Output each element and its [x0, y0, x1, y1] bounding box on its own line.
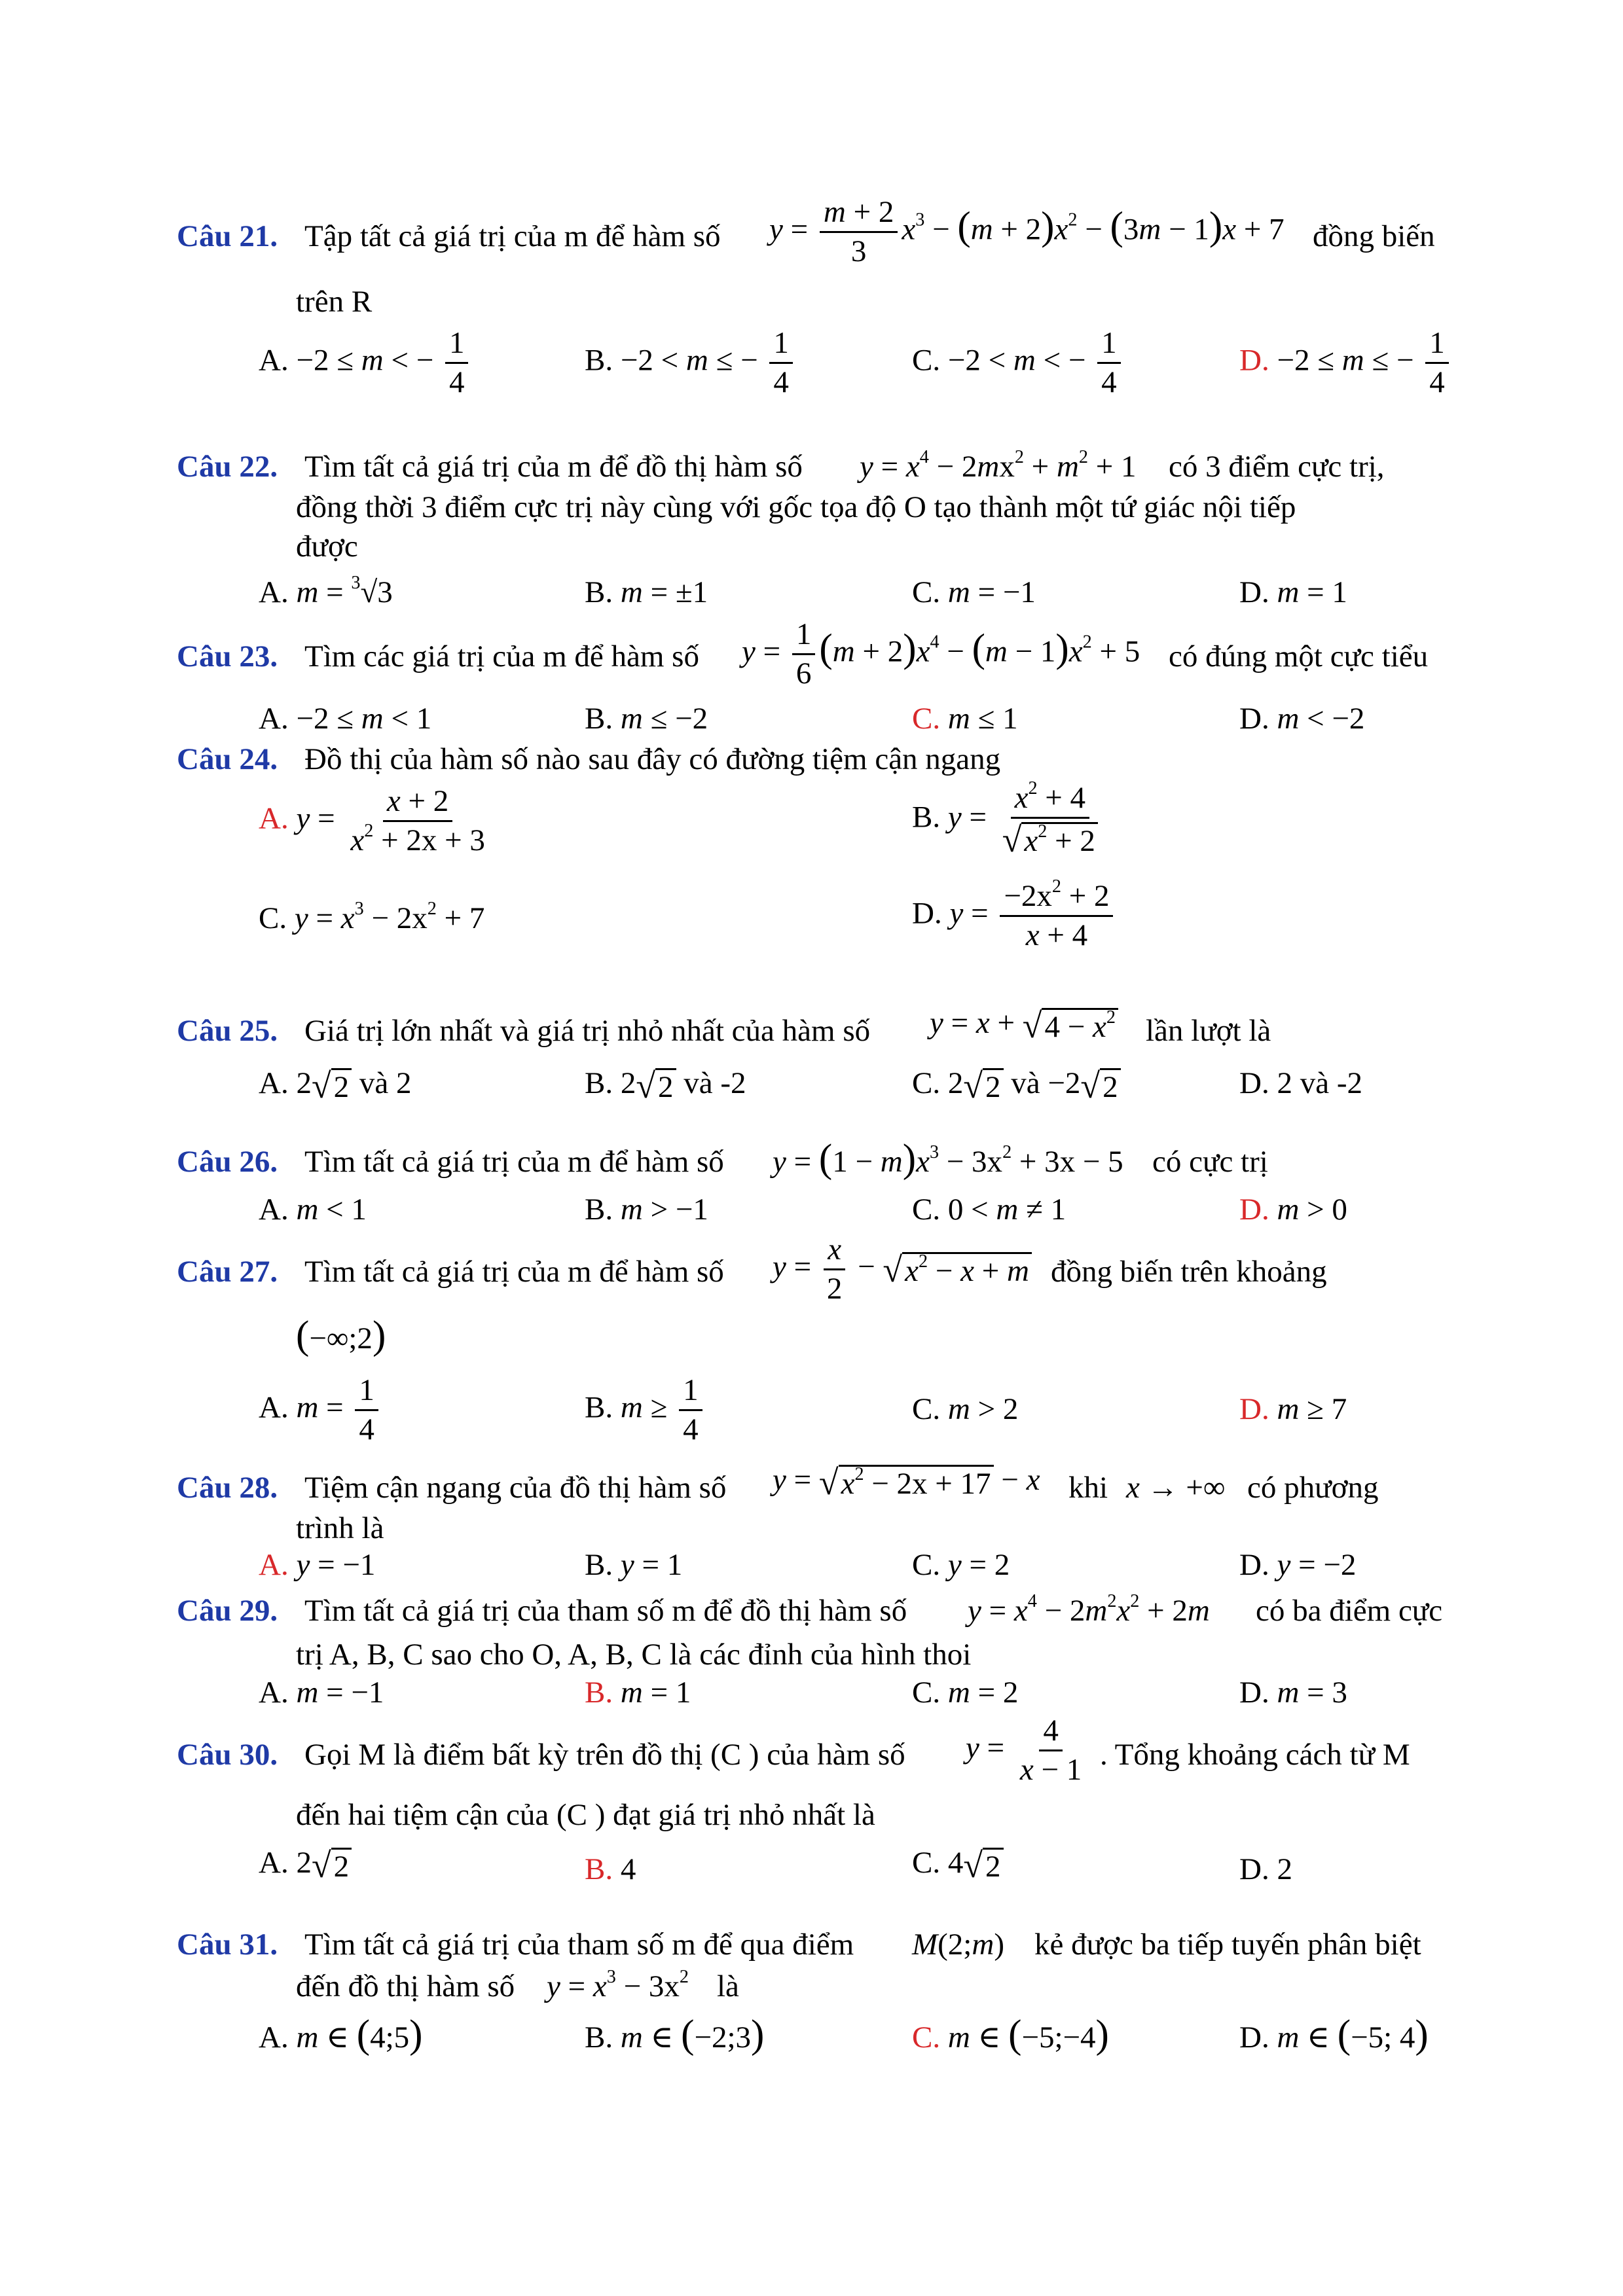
option-letter: B. [585, 1676, 613, 1710]
option-letter: D. [1239, 1676, 1269, 1710]
option-letter: D. [1239, 343, 1269, 378]
question-30-label: Câu 30. [177, 1738, 278, 1772]
question-22-text: Tìm tất cả giá trị của m để đồ thị hàm số [304, 450, 803, 484]
question-30-option-c[interactable]: C. 4 √ 2 [912, 1848, 1004, 1883]
option-letter: A. [259, 702, 289, 736]
option-letter: C. [912, 1066, 941, 1100]
question-25-formula: y = x + √ $4 - x^2$ [930, 1008, 1118, 1043]
option-letter: B. [585, 1852, 613, 1886]
question-22-tail: có 3 điểm cực trị, [1169, 450, 1385, 484]
question-26-option-a[interactable]: A. m < 1 [259, 1193, 367, 1227]
question-31-point: M(2;m) [912, 1928, 1004, 1962]
option-letter: B. [585, 1390, 613, 1425]
question-22-line2: đồng thời 3 điểm cực trị này cùng với gốc tọa độ O tạo thành một tứ giác nội tiếp [296, 490, 1296, 524]
question-31-label: Câu 31. [177, 1928, 278, 1962]
option-text: và -2 [684, 1066, 746, 1100]
question-30-option-a[interactable]: A. 2 √ 2 [259, 1848, 352, 1883]
question-22-formula: $y = x^4 - 2mx^2 + m^2 + 1$ [860, 446, 1137, 484]
option-letter: C. [259, 901, 287, 935]
option-letter: D. [1239, 1392, 1269, 1426]
question-30-tail: . Tổng khoảng cách từ M [1100, 1738, 1410, 1772]
question-26-formula: $y = (1 - m)x^3 - 3x^2 + 3x - 5$ [773, 1137, 1123, 1181]
question-27-label: Câu 27. [177, 1255, 278, 1289]
question-25-option-a[interactable]: A. 2 √ 2 và 2 [259, 1066, 412, 1106]
question-28-option-b[interactable]: B. y = 1 [585, 1548, 683, 1582]
question-21-text: Tập tất cả giá trị của m để hàm số [304, 219, 721, 253]
question-28-option-d[interactable]: D. y = −2 [1239, 1548, 1357, 1582]
option-letter: B. [585, 2020, 613, 2054]
option-letter: D. [1239, 2020, 1269, 2054]
question-25-option-c[interactable]: C. 2 √ 2 và −2 √ 2 [912, 1068, 1121, 1103]
question-30-line2: đến hai tiệm cận của (C ) đạt giá trị nhỏ nhất là [296, 1798, 875, 1832]
question-21-formula: y = $\frac{m + 2}{3}$ $x^3 - (m + 2)x^2 - (3m - 1)x + 7$ [769, 195, 1285, 269]
question-26-option-d[interactable]: D. m > 0 [1239, 1193, 1347, 1227]
question-31-option-b[interactable]: B. m ∈ (−2;3) [585, 2013, 765, 2056]
question-23-text: Tìm các giá trị của m để hàm số [304, 639, 699, 673]
question-31-line2-tail: là [717, 1969, 739, 2003]
option-letter: D. [1239, 1548, 1269, 1582]
question-22-option-b[interactable]: B. m = ±1 [585, 575, 708, 609]
question-21-label: Câu 21. [177, 219, 278, 253]
question-30-option-d[interactable] [1239, 1854, 1292, 1885]
question-23-label: Câu 23. [177, 639, 278, 673]
option-letter: D. [912, 896, 942, 931]
option-letter: C. [912, 1548, 941, 1582]
question-23-option-d[interactable]: D. m < −2 [1239, 702, 1365, 736]
option-letter: D. [1239, 702, 1269, 736]
question-21-option-d[interactable]: D. −2 ≤ m ≤ − $\frac{1}{4}$ [1239, 327, 1453, 399]
option-letter: B. [585, 1066, 613, 1100]
question-29-formula: $y = x^4 - 2m^2x^2 + 2m$ [968, 1590, 1210, 1628]
question-21-option-a[interactable]: A. −2 ≤ m < − $\frac{1}{4}$ [259, 327, 472, 399]
option-letter: C. [912, 1193, 941, 1227]
question-30-text: Gọi M là điểm bất kỳ trên đồ thị (C ) của hàm số [304, 1738, 905, 1772]
option-text: và [1011, 1066, 1040, 1100]
option-letter: B. [585, 1548, 613, 1582]
question-27-tail: đồng biến trên khoảng [1051, 1255, 1327, 1289]
question-27-formula: y = $\frac{x}{2}$ − √ $x^2 - x + m$ [773, 1234, 1032, 1306]
question-25-option-b[interactable]: B. 2 √ 2 và -2 [585, 1066, 746, 1106]
question-27-option-a[interactable]: A. m = $\frac{1}{4}$ [259, 1374, 382, 1446]
option-letter: C. [912, 1676, 941, 1710]
option-text: và 2 [359, 1066, 412, 1100]
question-28-option-c[interactable]: C. y = 2 [912, 1548, 1010, 1582]
question-28-option-a[interactable]: A. y = −1 [259, 1548, 376, 1582]
question-29-option-b[interactable]: B. m = 1 [585, 1676, 691, 1710]
option-letter: A. [259, 1066, 289, 1100]
question-28-limit: x → +∞ [1126, 1471, 1226, 1505]
option-letter: A. [259, 801, 289, 836]
question-28-mid: khi [1068, 1471, 1108, 1505]
question-27-interval: (−∞;2) [296, 1314, 386, 1357]
question-23-option-c[interactable]: C. m ≤ 1 [912, 702, 1018, 736]
question-30-option-b[interactable] [585, 1854, 636, 1885]
question-28-tail: có phương [1247, 1471, 1379, 1505]
question-26-tail: có cực trị [1152, 1145, 1268, 1179]
option-letter: A. [259, 1193, 289, 1227]
question-24-option-d[interactable]: D. y = $\frac{-2x^2 + 2}{x + 4}$ [912, 880, 1117, 952]
question-29-tail: có ba điểm cực [1256, 1594, 1443, 1628]
question-29-text: Tìm tất cả giá trị của tham số m để đồ thị hàm số [304, 1594, 907, 1628]
question-31-option-d[interactable]: D. m ∈ (−5; 4) [1239, 2013, 1429, 2056]
question-21-tail: đồng biến [1313, 219, 1435, 253]
option-text: 2 và -2 [1277, 1066, 1362, 1100]
question-27-option-c[interactable]: C. m > 2 [912, 1392, 1019, 1426]
question-29-label: Câu 29. [177, 1594, 278, 1628]
option-letter: A. [259, 1390, 289, 1425]
option-letter: C. [912, 2020, 941, 2054]
question-23-tail: có đúng một cực tiểu [1169, 639, 1429, 673]
option-letter: D. [1239, 1066, 1269, 1100]
option-letter: D. [1239, 575, 1269, 609]
question-24-text: Đồ thị của hàm số nào sau đây có đường tiệm cận ngang [304, 742, 1001, 776]
option-letter: B. [585, 575, 613, 609]
option-letter: A. [259, 1548, 289, 1582]
option-letter: A. [259, 575, 289, 609]
option-letter: A. [259, 2020, 289, 2054]
option-letter: D. [1239, 1852, 1269, 1886]
question-31-tail: kẻ được ba tiếp tuyến phân biệt [1034, 1928, 1421, 1962]
question-26-option-b[interactable]: B. m > −1 [585, 1193, 708, 1227]
question-29-line2: trị A, B, C sao cho O, A, B, C là các đỉnh của hình thoi [296, 1638, 972, 1672]
option-letter: A. [259, 1676, 289, 1710]
question-26-text: Tìm tất cả giá trị của m để hàm số [304, 1145, 724, 1179]
question-28-formula: y = √ $x^2 - 2x + 17$ − x [773, 1463, 1040, 1503]
option-letter: B. [585, 343, 613, 378]
option-letter: B. [585, 702, 613, 736]
question-22-option-c[interactable]: C. m = −1 [912, 575, 1036, 609]
question-29-option-a[interactable]: A. m = −1 [259, 1676, 384, 1710]
question-26-option-c[interactable]: C. 0 < m ≠ 1 [912, 1193, 1067, 1227]
question-31-option-c[interactable]: C. m ∈ (−5;−4) [912, 2013, 1109, 2056]
question-31-line2: đến đồ thị hàm số [296, 1969, 515, 2003]
option-letter: C. [912, 1392, 941, 1426]
option-letter: C. [912, 343, 941, 378]
question-24-option-c[interactable]: C. $y = x^3 - 2x^2 + 7$ [259, 898, 485, 935]
question-27-text: Tìm tất cả giá trị của m để hàm số [304, 1255, 724, 1289]
option-letter: C. [912, 1846, 941, 1880]
question-21-line2: trên R [296, 285, 373, 319]
question-28-text: Tiệm cận ngang của đồ thị hàm số [304, 1471, 727, 1505]
question-24-option-b[interactable]: B. y = $x^2 + 4$ √ $x^2 + 2$ [912, 782, 1106, 858]
question-27-option-b[interactable]: B. m ≥ $\frac{1}{4}$ [585, 1374, 706, 1446]
question-26-label: Câu 26. [177, 1145, 278, 1179]
option-text: 2 [1277, 1852, 1292, 1886]
question-29-option-d[interactable]: D. m = 3 [1239, 1676, 1347, 1710]
option-text: 4 [620, 1852, 636, 1886]
question-21-option-b[interactable]: B. −2 < m ≤ − $\frac{1}{4}$ [585, 327, 797, 399]
option-letter: A. [259, 343, 289, 378]
question-25-tail: lần lượt là [1146, 1014, 1271, 1048]
option-letter: C. [912, 702, 941, 736]
question-22-option-d[interactable]: D. m = 1 [1239, 575, 1347, 609]
question-31-formula: $y = x^3 - 3x^2$ [547, 1966, 689, 2003]
question-25-option-d[interactable] [1239, 1068, 1362, 1099]
question-28-line2: trình là [296, 1511, 384, 1545]
option-letter: B. [585, 1193, 613, 1227]
question-24-option-a[interactable]: A. y = $\frac{x + 2}{x^2 + 2x + 3}$ [259, 784, 485, 858]
question-23-formula: y = $\frac{1}{6}$ $(m + 2)x^4 - (m - 1)x^2 + 5$ [742, 617, 1140, 691]
question-22-option-a[interactable]: A. m = $^3$√3 [259, 572, 393, 609]
option-letter: C. [912, 575, 941, 609]
option-letter: D. [1239, 1193, 1269, 1227]
question-28-label: Câu 28. [177, 1471, 278, 1505]
question-24-label: Câu 24. [177, 742, 278, 776]
question-29-option-c[interactable]: C. m = 2 [912, 1676, 1019, 1710]
question-22-label: Câu 22. [177, 450, 278, 484]
question-31-option-a[interactable]: A. m ∈ (4;5) [259, 2013, 423, 2056]
question-27-option-d[interactable]: D. m ≥ 7 [1239, 1392, 1347, 1426]
question-31-text: Tìm tất cả giá trị của tham số m để qua điểm [304, 1928, 854, 1962]
option-letter: A. [259, 1846, 289, 1880]
question-25-label: Câu 25. [177, 1014, 278, 1048]
question-25-text: Giá trị lớn nhất và giá trị nhỏ nhất của hàm số [304, 1014, 871, 1048]
question-30-formula: y = $\frac{4}{x - 1}$ [966, 1713, 1082, 1787]
question-22-line3: được [296, 529, 358, 564]
question-21-option-c[interactable]: C. −2 < m < − $\frac{1}{4}$ [912, 327, 1125, 399]
option-letter: B. [912, 800, 941, 834]
question-23-option-b[interactable]: B. m ≤ −2 [585, 702, 708, 736]
question-23-option-a[interactable]: A. −2 ≤ m < 1 [259, 702, 432, 736]
